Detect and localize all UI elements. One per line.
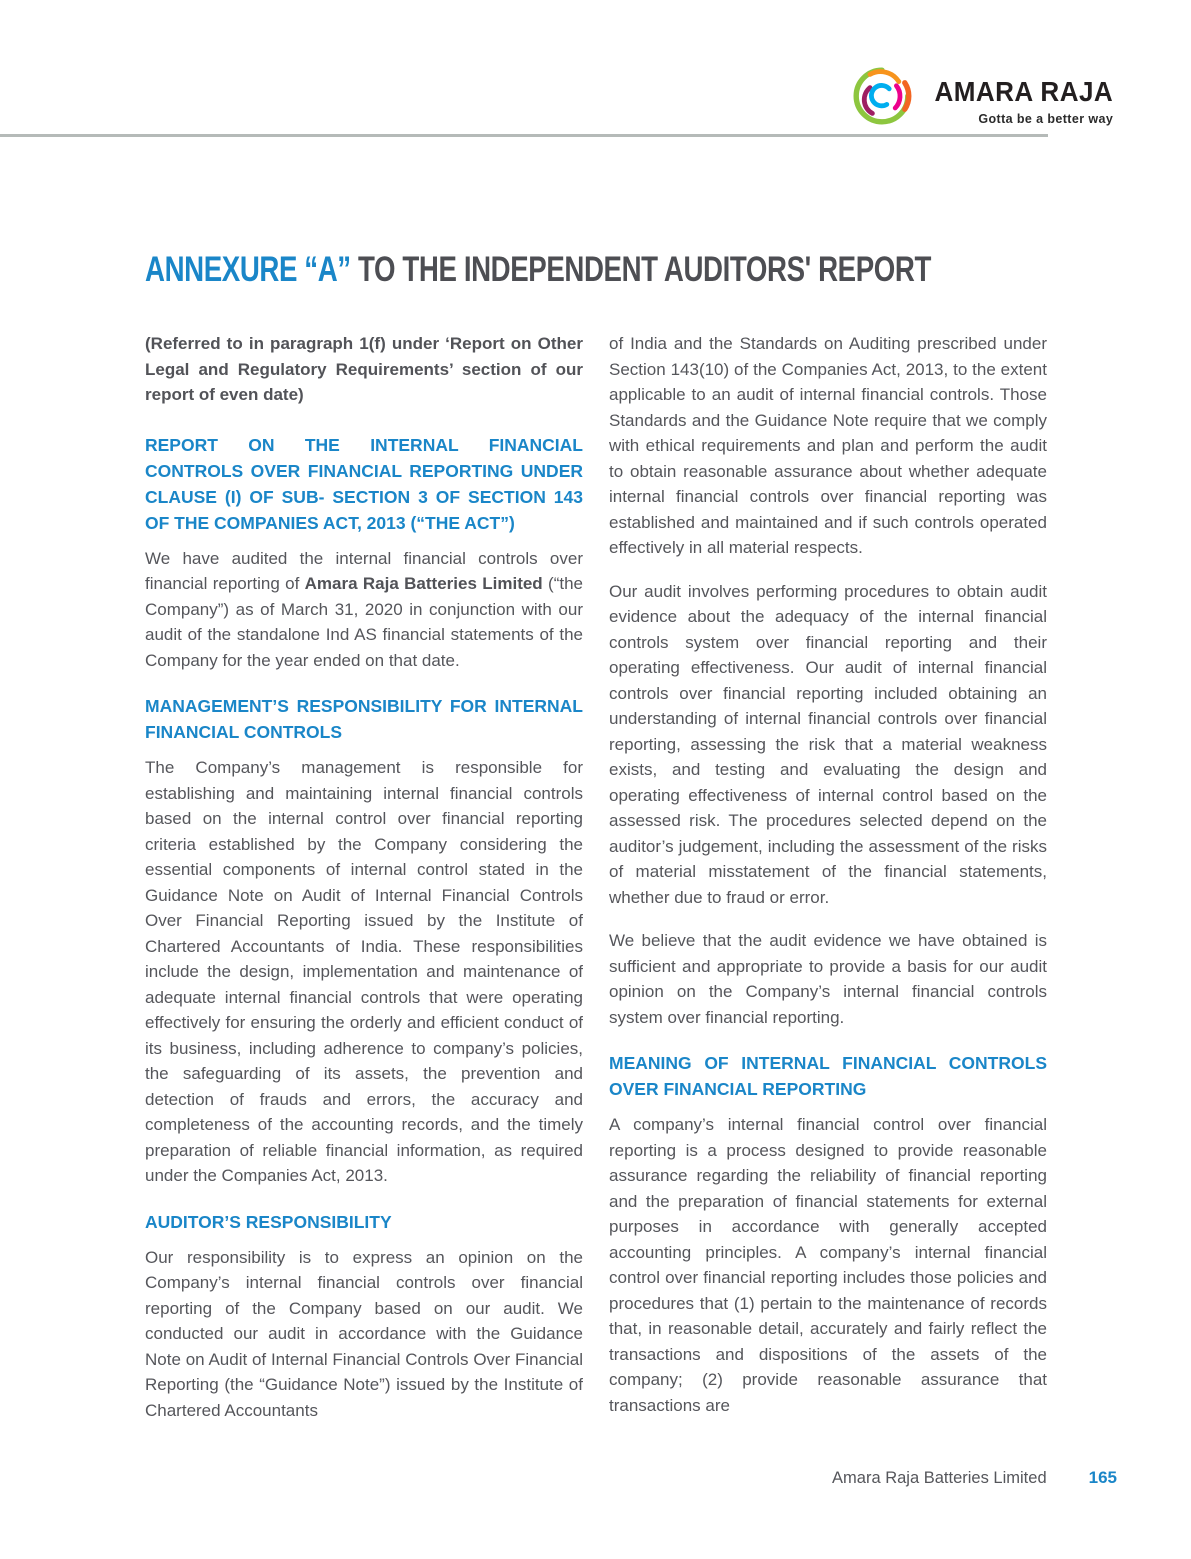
heading-meaning-of-controls: MEANING OF INTERNAL FINANCIAL CONTROLS OVER FINANCIAL REPORTING xyxy=(609,1053,1047,1099)
para-we-believe: We believe that the audit evidence we have obtained is sufficient and appropriate to provide a basis for our audit opinion on the Company’s internal financial controls system over financial reporting. xyxy=(609,931,1047,1027)
para-standards-on-auditing: of India and the Standards on Auditing prescribed under Section 143(10) of the Companies Act, 2013, to the extent applicable to an audit of internal financial controls. Those Standards and the Guidance Note require that we comply with ethical requirements and plan and perform the audit to obtain reasonable assurance about whether adequate internal financial controls over financial reporting was established and maintained and if such controls operated effectively in all material respects. xyxy=(609,334,1047,557)
page-title-rest: TO THE INDEPENDENT AUDITORS' REPORT xyxy=(350,250,931,289)
page-title-annexure: ANNEXURE “A” xyxy=(145,250,351,289)
footer-company-name: Amara Raja Batteries Limited xyxy=(832,1469,1047,1487)
para-audited-after: (“the Company”) as of March 31, 2020 in conjunction with our audit of the standalone Ind AS financial statements of the Company for the year ended on that date. xyxy=(145,574,583,670)
footer-page-number: 165 xyxy=(1088,1468,1117,1487)
heading-auditor-responsibility: AUDITOR’S RESPONSIBILITY xyxy=(145,1211,392,1232)
logo-text xyxy=(921,66,1113,126)
page-footer xyxy=(0,1468,1117,1488)
left-column xyxy=(145,331,583,1441)
para-auditor-responsibility: Our responsibility is to express an opinion on the Company’s internal financial controls over financial reporting of the Company based on our audit. We conducted our audit in accordance with the Guidance Note on Audit of Internal Financial Controls Over Financial Reporting (the “Guidance Note”) issued by the Institute of Chartered Accountants xyxy=(145,1247,583,1420)
heading-report-on-controls: REPORT ON THE INTERNAL FINANCIAL CONTROLS OVER FINANCIAL REPORTING UNDER CLAUSE (I) OF SUB- SECTION 3 OF SECTION 143 OF THE COMPANIES ACT, 2013 (“THE ACT”) xyxy=(145,434,583,533)
main-content xyxy=(145,252,1048,1441)
heading-management-responsibility: MANAGEMENT’S RESPONSIBILITY FOR INTERNAL FINANCIAL CONTROLS xyxy=(145,696,583,742)
referred-note: (Referred to in paragraph 1(f) under ‘Report on Other Legal and Regulatory Requirements’ section of our report of even date) xyxy=(145,334,583,404)
brand-name: AMARA RAJA xyxy=(934,76,1114,107)
company-logo xyxy=(852,66,1113,126)
para-audited-before: We have audited the internal financial controls over financial reporting of xyxy=(145,548,583,593)
page-title xyxy=(145,250,931,289)
para-audit-procedures: Our audit involves performing procedures to obtain audit evidence about the adequacy of the internal financial controls system over financial reporting and their operating effectiveness. Our audit of internal financial controls over financial reporting included obtaining an understanding of internal financial controls over financial reporting, assessing the risk that a material weakness exists, and testing and evaluating the design and operating effectiveness of internal control based on the assessed risk. The procedures selected depend on the auditor’s judgement, including the assessment of the risks of material misstatement of the financial statements, whether due to fraud or error. xyxy=(609,581,1047,907)
amara-raja-swirl-icon xyxy=(852,66,912,126)
header-divider xyxy=(0,134,1048,137)
para-management-responsibility: The Company’s management is responsible for establishing and maintaining internal financial controls based on the internal control over financial reporting criteria established by the Company considering the essential components of internal control stated in the Guidance Note on Audit of Internal Financial Controls Over Financial Reporting issued by the Institute of Chartered Accountants of India. These responsibilities include the design, implementation and maintenance of adequate internal financial controls that were operating effectively for ensuring the orderly and efficient conduct of its business, including adherence to company’s policies, the safeguarding of its assets, the prevention and detection of frauds and errors, the accuracy and completeness of the accounting records, and the timely preparation of reliable financial information, as required under the Companies Act, 2013. xyxy=(145,758,583,1185)
right-column xyxy=(609,331,1047,1441)
para-meaning-of-controls: A company’s internal financial control over financial reporting is a process designed to provide reasonable assurance regarding the reliability of financial reporting and the preparation of financial statements for external purposes in accordance with generally accepted accounting principles. A company’s internal financial control over financial reporting includes those policies and procedures that (1) pertain to the maintenance of records that, in reasonable detail, accurately and fairly reflect the transactions and dispositions of the assets of the company; (2) provide reasonable assurance that transactions are xyxy=(609,1115,1047,1415)
para-we-have-audited xyxy=(145,546,583,674)
two-column-layout xyxy=(145,331,1048,1441)
brand-tagline: Gotta be a better way xyxy=(978,112,1114,126)
company-name-bold: Amara Raja Batteries Limited xyxy=(304,574,543,593)
